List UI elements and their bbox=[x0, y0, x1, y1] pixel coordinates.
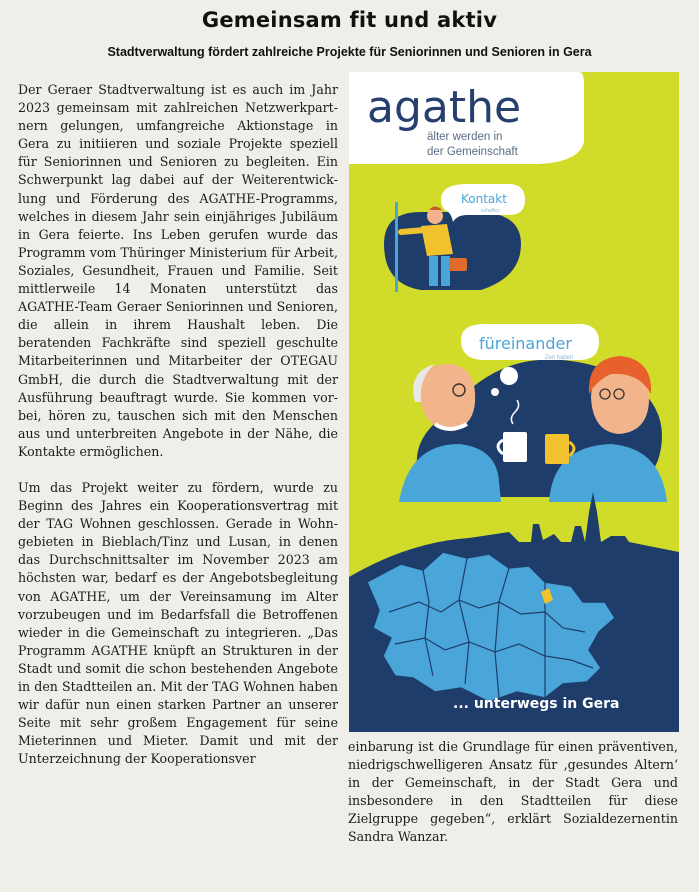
man-head bbox=[427, 208, 443, 224]
article-subheadline: Stadtverwaltung fördert zahlreiche Projekte für Seniorinnen und Senioren in Gera bbox=[107, 45, 592, 59]
article-headline: Gemeinsam fit und aktiv bbox=[201, 8, 498, 32]
paragraph-3: einbarung ist die Grundlage für einen präventiven, niedrigschwelligeren Ansatz für ‚gesundes Altern‘ in der Gemeinschaft, in der Stadt Gera und insbesondere in den Stadtteilen für diese Zielgruppe gegeben“, erklärt Sozialdezernentin Sandra Wanzar. bbox=[348, 739, 678, 845]
agathe-poster bbox=[349, 72, 679, 732]
agathe-illustration bbox=[349, 72, 679, 732]
agathe-logo: agathe bbox=[367, 82, 522, 133]
bubble-fureinander-title: füreinander bbox=[479, 334, 572, 353]
paragraph-2: Um das Projekt weiter zu fördern, wurde zu Beginn des Jahres ein Kooperationsvertrag mit der TAG Wohnen geschlossen. Gerade in Wohngebieten in Bieblach/Tinz und Lusan, in denen das Durchschnittsalter im November 2023 am höchsten war, bedarf es der Angebotsbegleitung von AGATHE, um der Vereinsamung im Alter vorzubeugen und im Bedarfsfall die Betroffenen wieder in die Gemeinschaft zu integrieren. „Das Programm AGATHE knüpft an Strukturen in der Stadt und somit die schon bestehenden Angebote in den Stadtteilen an. Mit der TAG Wohnen haben wir dafür nun einen starken Partner an unserer Seite mit sehr großem Engagement für seine Mieterinnen und Mieter. Damit und mit der Unterzeichnung der Kooperationsver bbox=[18, 479, 338, 767]
senior-man-head bbox=[419, 364, 475, 430]
briefcase-icon bbox=[449, 258, 467, 271]
contact-blob bbox=[384, 212, 521, 290]
contact-scene bbox=[384, 184, 525, 292]
together-scene bbox=[399, 324, 667, 502]
text-column-left bbox=[18, 81, 338, 768]
bubble-kontakt-sub: schaffen bbox=[481, 208, 500, 214]
text-column-right bbox=[348, 738, 678, 847]
paragraph-1: Der Geraer Stadtverwaltung ist es auch im Jahr 2023 gemeinsam mit zahlreichen Netzwerkpartnern gelungen, umfangreiche Aktionstage in Gera zu initiieren und soziale Projekte speziell für Seniorinnen und Senioren zu begleiten. Ein Schwerpunkt lag dabei auf der Weiterentwicklung und Förderung des AGATHE-Programms, welches in diesem Jahr sein einjähriges Jubiläum in Gera feierte. Ins Leben gerufen wurde das Programm vom Thüringer Ministerium für Arbeit, Soziales, Gesundheit, Frauen und Familie. Seit mittlerweile 14 Monaten unterstützt das AGATHE-Team Geraer Seniorinnen und Senioren, die allein in ihrem Haushalt leben. Die beratenden Fachkräfte sind speziell geschulte Mitarbeiterinnen und Mitarbeiter der OTEGAU GmbH, die durch die Stadtverwaltung mit der Ausführung beauftragt wurde. Sie kommen vorbei, hören zu, tauschen sich mit den Menschen aus und unterbreiten Angebote in der Nähe, die Kontakte ermöglichen. bbox=[18, 82, 338, 459]
tagline-line-2: der Gemeinschaft bbox=[427, 146, 518, 158]
cup-white-icon bbox=[503, 432, 527, 462]
walking-stick bbox=[395, 202, 398, 292]
bubble-kontakt-title: Kontakt bbox=[461, 192, 507, 206]
bubble-fureinander-sub: Zeit haben bbox=[545, 355, 574, 361]
cup-yellow-icon bbox=[545, 434, 569, 464]
tagline-line-1: älter werden in bbox=[427, 131, 503, 143]
footer-slogan: ... unterwegs in Gera bbox=[453, 696, 620, 712]
